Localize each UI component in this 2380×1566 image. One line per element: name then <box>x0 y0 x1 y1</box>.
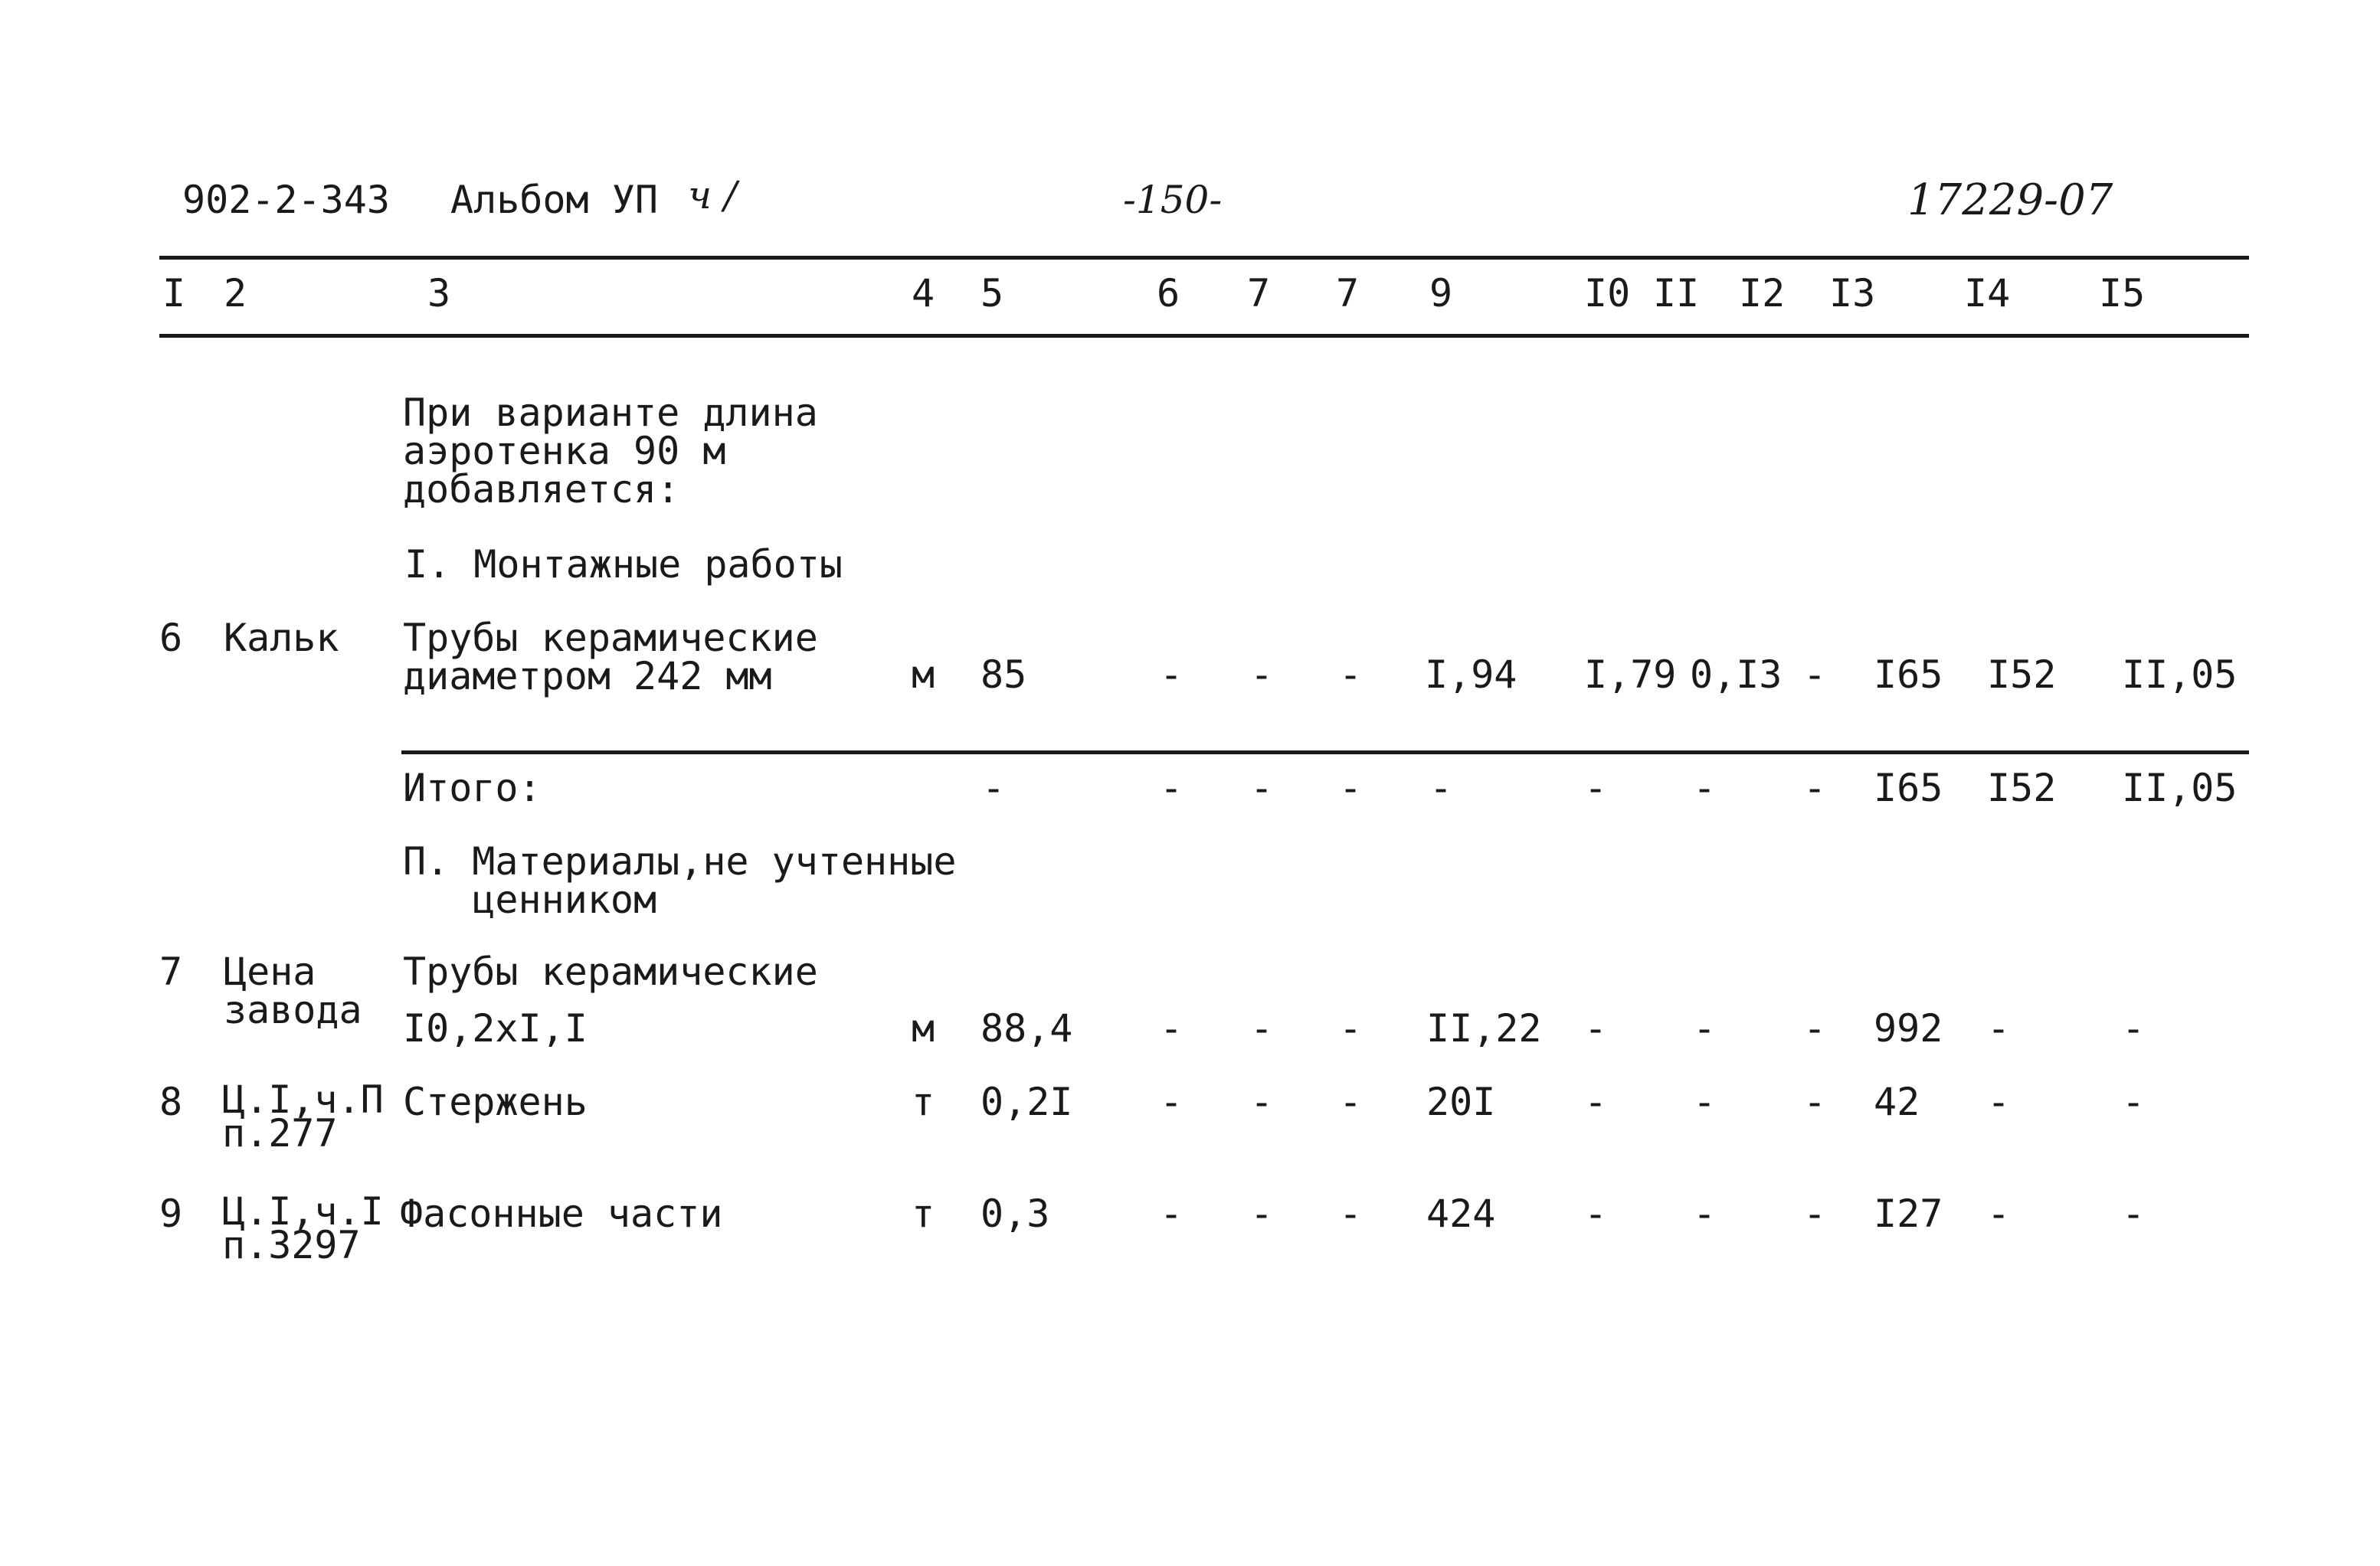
cell: 0,I3 <box>1690 652 1783 697</box>
cell: I52 <box>1987 766 2057 810</box>
column-number: 7 <box>1336 271 1360 315</box>
row-name-detail: I0,2xI,I <box>403 1006 588 1051</box>
registration-number: 17229-07 <box>1907 175 2113 225</box>
cell: - <box>1693 1080 1717 1124</box>
cell: 424 <box>1426 1192 1496 1236</box>
row-unit: м <box>912 1006 935 1051</box>
column-number: I4 <box>1964 271 2011 315</box>
cell: - <box>1803 1192 1827 1236</box>
cell: - <box>1339 1006 1363 1051</box>
column-header-rule <box>159 334 2249 338</box>
cell: - <box>1584 766 1608 810</box>
cell: - <box>1250 766 1274 810</box>
album-label: Альбом УП <box>450 178 658 222</box>
cell: - <box>1987 1006 2011 1051</box>
cell: - <box>2122 1080 2146 1124</box>
column-number: 6 <box>1157 271 1180 315</box>
row-number: 7 <box>159 950 183 994</box>
cell: - <box>1339 1080 1363 1124</box>
page-number: -150- <box>1123 178 1223 222</box>
cell: - <box>1160 1192 1183 1236</box>
cell: - <box>1803 1006 1827 1051</box>
row-name: Фасонные части <box>400 1192 723 1236</box>
intro-text: При варианте длина аэротенка 90 м добавляется: <box>403 391 818 512</box>
cell: 20I <box>1426 1080 1496 1124</box>
row-number: 9 <box>159 1192 183 1236</box>
column-number: 9 <box>1429 271 1453 315</box>
cell: - <box>1339 1192 1363 1236</box>
row-name: Трубы керамические <box>403 950 818 994</box>
column-number: I5 <box>2099 271 2146 315</box>
cell: - <box>1429 766 1453 810</box>
cell: - <box>1987 1192 2011 1236</box>
column-number: II <box>1653 271 1700 315</box>
cell: - <box>1339 652 1363 697</box>
cell: - <box>1160 766 1183 810</box>
cell: - <box>1250 1192 1274 1236</box>
cell: 992 <box>1874 1006 1943 1051</box>
section-title: П. Материалы,не учтенные ценником <box>403 839 957 922</box>
total-rule <box>401 750 2249 754</box>
total-label: Итого: <box>403 766 542 810</box>
cell: - <box>1160 1080 1183 1124</box>
row-quantity: 0,2I <box>980 1080 1073 1124</box>
cell: II,05 <box>2122 652 2238 697</box>
cell: - <box>1803 766 1827 810</box>
cell: - <box>1803 1080 1827 1124</box>
cell: - <box>1250 1080 1274 1124</box>
cell: - <box>982 766 1006 810</box>
cell: - <box>1987 1080 2011 1124</box>
cell: - <box>1584 1080 1608 1124</box>
row-number: 8 <box>159 1080 183 1124</box>
cell: II,05 <box>2122 766 2238 810</box>
cell: I65 <box>1874 652 1943 697</box>
column-number: 3 <box>427 271 451 315</box>
cell: - <box>1339 766 1363 810</box>
cell: - <box>1693 1006 1717 1051</box>
cell: I,94 <box>1425 652 1517 697</box>
row-source: Ц.I,ч.П п.277 <box>222 1077 384 1156</box>
cell: I65 <box>1874 766 1943 810</box>
top-rule <box>159 256 2249 260</box>
cell: I,79 <box>1584 652 1677 697</box>
row-source: Кальк <box>224 616 339 660</box>
cell: - <box>2122 1192 2146 1236</box>
column-number: I3 <box>1829 271 1876 315</box>
row-source: Ц.I,ч.I п.3297 <box>222 1189 384 1267</box>
document-code: 902-2-343 <box>182 178 390 222</box>
album-handwritten-mark: ч / <box>688 173 737 217</box>
row-quantity: 88,4 <box>980 1006 1073 1051</box>
cell: I27 <box>1874 1192 1943 1236</box>
cell: - <box>1693 766 1717 810</box>
cell: - <box>1584 1006 1608 1051</box>
section-title: I. Монтажные работы <box>404 542 843 587</box>
column-number: I2 <box>1739 271 1786 315</box>
cell: - <box>2122 1006 2146 1051</box>
row-unit: т <box>912 1192 935 1236</box>
column-number: 2 <box>224 271 247 315</box>
cell: 42 <box>1874 1080 1920 1124</box>
row-name: Трубы керамические диаметром 242 мм <box>403 616 818 698</box>
row-unit: м <box>912 652 935 697</box>
column-number: 5 <box>980 271 1004 315</box>
cell: I52 <box>1987 652 2057 697</box>
cell: - <box>1160 652 1183 697</box>
cell: II,22 <box>1426 1006 1542 1051</box>
row-quantity: 0,3 <box>980 1192 1050 1236</box>
column-number: 4 <box>912 271 935 315</box>
row-quantity: 85 <box>980 652 1027 697</box>
cell: - <box>1160 1006 1183 1051</box>
row-unit: т <box>912 1080 935 1124</box>
cell: - <box>1250 652 1274 697</box>
cell: - <box>1693 1192 1717 1236</box>
row-source: Цена завода <box>224 950 362 1032</box>
cell: - <box>1250 1006 1274 1051</box>
row-name: Стержень <box>403 1080 588 1124</box>
cell: - <box>1803 652 1827 697</box>
column-number: I <box>162 271 186 315</box>
column-number: I0 <box>1584 271 1631 315</box>
cell: - <box>1584 1192 1608 1236</box>
column-number: 7 <box>1247 271 1271 315</box>
row-number: 6 <box>159 616 183 660</box>
